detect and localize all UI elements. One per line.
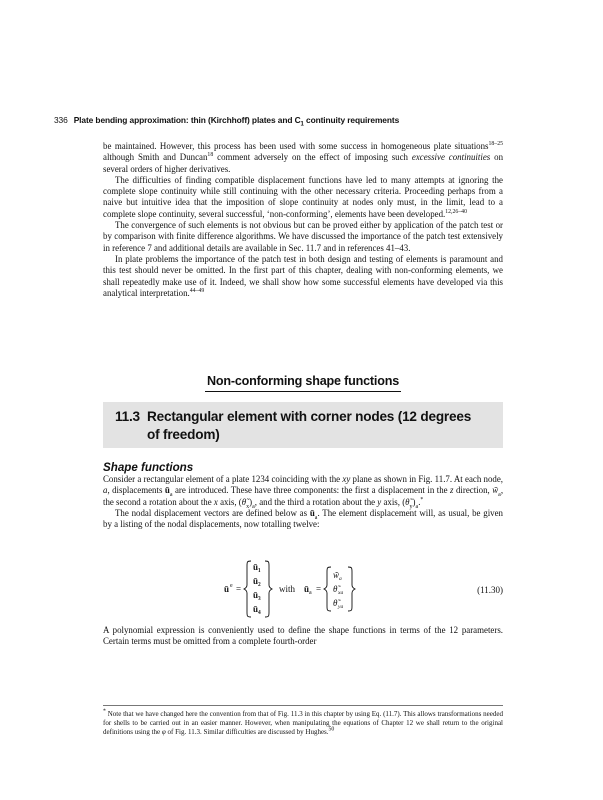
paragraph-1: be maintained. However, this process has been used with some success in homogeneous plate situations$^{18-25}$ although Smith and Duncan$^{18}$ comment adversely on the effect of imposing such excessive continuities on several orders of higher derivatives.	[103, 141, 504, 174]
eq-equals-1: =	[236, 584, 242, 594]
left-brace-2	[324, 567, 331, 611]
left-brace-1	[244, 561, 251, 617]
vector2-theta-y-sub: ya	[338, 604, 344, 610]
page-number: 336	[54, 115, 68, 125]
running-head	[54, 115, 400, 128]
paragraph-2: The difficulties of finding compatible displacement functions have led to many attempts at ignoring the complete slope continuity while still continuing with the other necessary criteria. Proceeding perhaps from a naive but intuitive idea that the imposition of slope continuity at nodes only must, in the limit, lead to a complete slope continuity, several successful, ‘non-conforming’, elements have been developed.$^{12,26-40}$	[103, 174, 503, 219]
section-title-line2: of freedom)	[147, 427, 220, 442]
vector1-entry: ū₁	[253, 562, 261, 572]
eq-lhs: ū	[224, 584, 230, 594]
equation-graphic	[103, 558, 503, 620]
right-brace-1	[265, 561, 272, 617]
citation: 18–25	[488, 141, 503, 148]
eq-with: with	[279, 584, 296, 594]
paragraph-7: A polynomial expression is conveniently used to define the shape functions in terms of the 12 parameters. Certain terms must be omitted from a complete fourth-order	[103, 625, 503, 647]
equation-number: (11.30)	[477, 585, 503, 595]
sub-heading: Shape functions	[103, 461, 194, 474]
vector2-w: w̃	[333, 570, 340, 580]
vector1-entry: ū₂	[253, 576, 261, 586]
eq-lhs-sup: e	[230, 583, 233, 589]
emphasis: excessive continuities	[411, 152, 491, 163]
footnote-rule	[103, 705, 503, 706]
running-head-title: Plate bending approximation: thin (Kirchhoff) plates and C	[73, 115, 301, 125]
paragraph-5: Consider a rectangular element of a plate 1234 coinciding with the xy plane as shown in Fig. 11.7. At each node, a, displacements $ū_a$ are introduced. These have three components: the first a displacement in the z direction, $w̃_a$, the second a rotation about the x axis, $(\thetã_x)_a$, and the third a rotation about the y axis, $(\thetã_y)_a.^*$	[103, 474, 504, 510]
eq-equals-2: =	[316, 584, 322, 594]
vector2-w-sub: a	[339, 576, 342, 582]
equation-11-30	[103, 558, 503, 620]
part-heading: Non-conforming shape functions	[103, 372, 503, 392]
running-head-subscript: 1	[300, 121, 304, 128]
running-head-title-end: continuity requirements	[303, 115, 400, 125]
footnote-marker: *	[420, 496, 424, 503]
vector2-theta-x: θ̃	[333, 584, 338, 594]
intro-text	[103, 141, 503, 299]
footnote: * Note that we have changed here the convention from that of Fig. 11.3 in this chapter by using Eq. (11.7). This allows transformations needed for shells to be carried out in an easier manner. However, when manipulating the equations of Chapter 12 we shall return to the original definitions using the φ of Fig. 11.3. Similar difficulties are discussed by Hughes.$^{50}$	[103, 708, 503, 737]
right-brace-2	[348, 567, 355, 611]
paragraph-6: The nodal displacement vectors are defined below as $ū_a$. The element displacement will, as usual, be given by a listing of the nodal displacements, now totalling twelve:	[103, 507, 503, 530]
paragraph-3: The convergence of such elements is not obvious but can be proved either by application of the patch test or by comparison with finite difference algorithms. We have discussed the importance of the patch test extensively in reference 7 and additional details are available in Sec. 11.7 and in references 41–43.	[103, 220, 503, 253]
paragraph-4: In plate problems the importance of the patch test in both design and testing of elements is paramount and this test should never be omitted. In the first part of this chapter, dealing with non-conforming elements, we shall repeatedly make use of it. Indeed, we shall show how some successful elements have developed via this analytical interpretation.$^{44-49}$	[103, 253, 503, 298]
vector1-entry: ū₃	[253, 590, 261, 600]
vector2-theta-x-sub: xa	[338, 590, 344, 596]
section-heading	[115, 408, 495, 444]
shape-functions-text	[103, 474, 503, 530]
vector1-entry: ū₄	[253, 604, 261, 614]
after-equation-text	[103, 625, 503, 648]
phi-symbol: φ	[161, 728, 166, 737]
eq-ua-sub: a	[309, 590, 312, 596]
eq-ua: ū	[304, 584, 310, 594]
section-title-line1: Rectangular element with corner nodes (12 degrees	[147, 409, 472, 424]
citation: 12,26–40	[445, 208, 467, 215]
citation: 18	[207, 152, 214, 159]
citation: 44–49	[189, 287, 205, 294]
section-number: 11.3	[115, 409, 140, 424]
citation: 50	[328, 727, 335, 734]
vector2-theta-y: θ̃	[333, 598, 338, 608]
footnote-star: *	[103, 708, 106, 715]
